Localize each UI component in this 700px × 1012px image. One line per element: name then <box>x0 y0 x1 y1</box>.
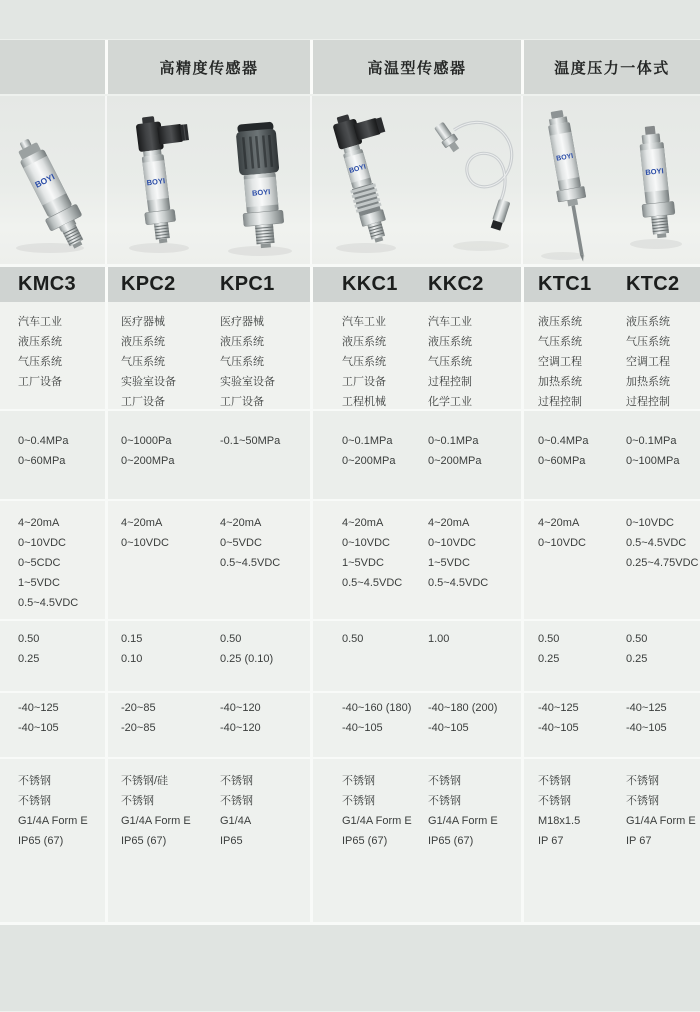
spec-line: IP65 (67) <box>18 835 64 847</box>
spec-line: 气压系统 <box>538 336 582 348</box>
brand-logo: BOYI <box>644 166 665 178</box>
accuracy-kmc3 <box>0 621 105 691</box>
spec-line: IP65 (67) <box>342 835 388 847</box>
spec-line: 0~200MPa <box>428 455 482 467</box>
product-photo-kmc3 <box>0 96 105 264</box>
product-photo-kpc1 <box>210 96 310 264</box>
group-header-blank <box>0 40 105 94</box>
spec-line: 1~5VDC <box>428 557 470 569</box>
brand-logo: BOYI <box>251 187 271 198</box>
spec-line: G1/4A Form E <box>342 815 412 827</box>
spec-line: 0~200MPa <box>121 455 175 467</box>
spec-line: G1/4A Form E <box>428 815 498 827</box>
model-name-kpc2: KPC2 <box>105 267 210 302</box>
spec-line: -40~160 (180) <box>342 702 412 714</box>
spec-line: 液压系统 <box>18 336 62 348</box>
spec-line: 0.25 <box>538 653 560 665</box>
output-signal-kpc1 <box>210 501 310 619</box>
brand-logo: BOYI <box>348 163 367 175</box>
spec-line: -0.1~50MPa <box>220 435 281 447</box>
temperature-range-kkc1 <box>310 693 421 757</box>
group-header-temp-pressure-combined: 温度压力一体式 <box>521 40 700 94</box>
spec-line: 液压系统 <box>121 336 165 348</box>
temperature-range-kpc1 <box>210 693 310 757</box>
applications-kkc2 <box>421 302 521 409</box>
spec-line: -20~85 <box>121 722 156 734</box>
spec-line: 液压系统 <box>342 336 386 348</box>
spec-line: 不锈钢 <box>626 795 659 807</box>
spec-line: 气压系统 <box>342 356 386 368</box>
spec-line: 工厂设备 <box>342 376 386 388</box>
spec-line: 0~10VDC <box>428 537 477 549</box>
spec-line: 1~5VDC <box>342 557 384 569</box>
spec-line: 1~5VDC <box>18 577 60 589</box>
material-kkc2 <box>421 759 521 922</box>
product-photo-row <box>0 96 700 264</box>
spec-line: 气压系统 <box>220 356 264 368</box>
material-spec-row <box>0 757 700 922</box>
spec-line: 0~200MPa <box>342 455 396 467</box>
brand-logo: BOYI <box>555 152 574 163</box>
applications-kkc1 <box>310 302 421 409</box>
spec-line: -40~105 <box>428 722 469 734</box>
spec-line: -40~125 <box>626 702 667 714</box>
spec-line: 汽车工业 <box>342 316 386 328</box>
spec-line: 0~10VDC <box>342 537 391 549</box>
spec-line: 过程控制 <box>538 396 582 408</box>
spec-line: -40~105 <box>18 722 59 734</box>
spec-line: 工厂设备 <box>121 396 165 408</box>
material-ktc1 <box>521 759 612 922</box>
spec-line: 0.5~4.5VDC <box>626 537 687 549</box>
material-kpc1 <box>210 759 310 922</box>
spec-line: 汽车工业 <box>18 316 62 328</box>
model-name-ktc1: KTC1 <box>521 267 612 302</box>
spec-line: 4~20mA <box>220 517 262 529</box>
output-signal-row <box>0 499 700 619</box>
spec-line: 不锈钢 <box>428 775 461 787</box>
spec-line: 工厂设备 <box>220 396 264 408</box>
spec-line: 0.50 <box>626 633 648 645</box>
top-strip <box>0 0 700 40</box>
spec-line: IP 67 <box>626 835 652 847</box>
temperature-range-kmc3 <box>0 693 105 757</box>
spec-line: 0.25 <box>626 653 648 665</box>
spec-line: 气压系统 <box>626 336 670 348</box>
spec-line: 加热系统 <box>626 376 670 388</box>
spec-line: 0~1000Pa <box>121 435 172 447</box>
spec-line: 0.5~4.5VDC <box>342 577 403 589</box>
spec-line: -40~105 <box>342 722 383 734</box>
spec-line: 0~0.4MPa <box>538 435 589 447</box>
spec-line: 0.10 <box>121 653 143 665</box>
spec-line: 气压系统 <box>428 356 472 368</box>
applications-kmc3 <box>0 302 105 409</box>
spec-line: 0~10VDC <box>121 537 170 549</box>
output-signal-ktc1 <box>521 501 612 619</box>
footer-strip <box>0 922 700 1011</box>
spec-line: 过程控制 <box>428 376 472 388</box>
spec-line: 0~5CDC <box>18 557 61 569</box>
spec-line: G1/4A Form E <box>626 815 696 827</box>
spec-line: 不锈钢 <box>342 775 375 787</box>
model-name-ktc2: KTC2 <box>626 273 680 295</box>
accuracy-row <box>0 619 700 691</box>
accuracy-ktc2 <box>612 621 700 691</box>
spec-line: 实验室设备 <box>121 376 176 388</box>
spec-line: 液压系统 <box>220 336 264 348</box>
model-name-kpc1: KPC1 <box>220 273 275 295</box>
output-signal-kkc1 <box>310 501 421 619</box>
spec-line: 0.50 <box>342 633 364 645</box>
product-photo-ktc2 <box>612 96 700 264</box>
spec-line: 不锈钢 <box>18 775 51 787</box>
applications-ktc1 <box>521 302 612 409</box>
spec-line: 0.25 <box>18 653 40 665</box>
spec-line: 4~20mA <box>121 517 163 529</box>
spec-line: -20~85 <box>121 702 156 714</box>
pressure-range-kmc3 <box>0 411 105 499</box>
spec-line: 0~10VDC <box>538 537 587 549</box>
spec-line: 空调工程 <box>626 356 670 368</box>
spec-line: G1/4A Form E <box>18 815 88 827</box>
model-name-kkc1: KKC1 <box>310 267 421 302</box>
spec-line: 0~10VDC <box>626 517 675 529</box>
pressure-range-kpc1 <box>210 411 310 499</box>
temperature-range-ktc2 <box>612 693 700 757</box>
model-row <box>0 267 700 302</box>
output-signal-kpc2 <box>105 501 210 619</box>
spec-line: 加热系统 <box>538 376 582 388</box>
spec-line: 不锈钢 <box>121 795 154 807</box>
spec-line: 工程机械 <box>342 396 386 408</box>
applications-row <box>0 302 700 409</box>
spec-line: 汽车工业 <box>428 316 472 328</box>
spec-line: 4~20mA <box>18 517 60 529</box>
accuracy-kpc2 <box>105 621 210 691</box>
spec-line: 工厂设备 <box>18 376 62 388</box>
output-signal-ktc2 <box>612 501 700 619</box>
spec-line: 0.50 <box>538 633 560 645</box>
spec-line: 医疗器械 <box>220 316 264 328</box>
pressure-range-ktc1 <box>521 411 612 499</box>
pressure-range-kpc2 <box>105 411 210 499</box>
temperature-range-kpc2 <box>105 693 210 757</box>
spec-line: -40~180 (200) <box>428 702 498 714</box>
applications-kpc2 <box>105 302 210 409</box>
accuracy-kkc1 <box>310 621 421 691</box>
spec-line: G1/4A Form E <box>121 815 191 827</box>
spec-line: -40~125 <box>18 702 59 714</box>
spec-line: 0.5~4.5VDC <box>220 557 281 569</box>
spec-line: 0~100MPa <box>626 455 680 467</box>
spec-line: -40~120 <box>220 722 261 734</box>
product-photo-kpc2 <box>105 96 210 264</box>
spec-line: 0.25~4.75VDC <box>626 557 699 569</box>
spec-line: 不锈钢/硅 <box>121 775 169 787</box>
spec-line: 医疗器械 <box>121 316 165 328</box>
material-kmc3 <box>0 759 105 922</box>
spec-line: G1/4A <box>220 815 252 827</box>
pressure-range-kkc1 <box>310 411 421 499</box>
spec-line: 0.15 <box>121 633 143 645</box>
temperature-range-ktc1 <box>521 693 612 757</box>
spec-line: 不锈钢 <box>342 795 375 807</box>
spec-line: 不锈钢 <box>220 795 253 807</box>
pressure-range-kkc2 <box>421 411 521 499</box>
spec-line: 0~60MPa <box>18 455 66 467</box>
category-header-row <box>0 40 700 96</box>
applications-kpc1 <box>210 302 310 409</box>
spec-line: 0~10VDC <box>18 537 67 549</box>
spec-line: 0.50 <box>18 633 40 645</box>
spec-line: 0~0.1MPa <box>626 435 677 447</box>
spec-line: M18x1.5 <box>538 815 581 827</box>
group-header-high-precision: 高精度传感器 <box>105 40 310 94</box>
output-signal-kkc2 <box>421 501 521 619</box>
spec-line: 气压系统 <box>121 356 165 368</box>
product-photo-kkc1 <box>310 96 421 264</box>
spec-line: 液压系统 <box>538 316 582 328</box>
spec-line: 0~60MPa <box>538 455 586 467</box>
spec-line: 空调工程 <box>538 356 582 368</box>
spec-line: 不锈钢 <box>18 795 51 807</box>
spec-line: 4~20mA <box>428 517 470 529</box>
spec-line: 不锈钢 <box>626 775 659 787</box>
brand-logo: BOYI <box>146 176 166 188</box>
spec-line: 0~5VDC <box>220 537 262 549</box>
group-header-high-temperature: 高温型传感器 <box>310 40 521 94</box>
spec-line: 4~20mA <box>538 517 580 529</box>
spec-line: 过程控制 <box>626 396 670 408</box>
spec-line: 0.50 <box>220 633 242 645</box>
accuracy-kkc2 <box>421 621 521 691</box>
spec-line: 0.5~4.5VDC <box>18 597 79 609</box>
temperature-range-row <box>0 691 700 757</box>
spec-line: 液压系统 <box>626 316 670 328</box>
spec-line: 液压系统 <box>428 336 472 348</box>
spec-line: 不锈钢 <box>538 795 571 807</box>
spec-line: 实验室设备 <box>220 376 275 388</box>
temperature-range-kkc2 <box>421 693 521 757</box>
spec-line: -40~105 <box>626 722 667 734</box>
spec-line: -40~105 <box>538 722 579 734</box>
material-kkc1 <box>310 759 421 922</box>
accuracy-ktc1 <box>521 621 612 691</box>
applications-ktc2 <box>612 302 700 409</box>
model-name-kmc3: KMC3 <box>18 273 76 295</box>
spec-line: 1.00 <box>428 633 450 645</box>
spec-line: 0~0.4MPa <box>18 435 69 447</box>
spec-line: -40~125 <box>538 702 579 714</box>
spec-line: 0.25 (0.10) <box>220 653 274 665</box>
spec-line: IP65 (67) <box>121 835 167 847</box>
material-ktc2 <box>612 759 700 922</box>
spec-line: 0~0.1MPa <box>428 435 479 447</box>
spec-line: IP65 <box>220 835 243 847</box>
pressure-range-row <box>0 409 700 499</box>
spec-line: IP65 (67) <box>428 835 474 847</box>
product-photo-ktc1 <box>521 96 612 264</box>
output-signal-kmc3 <box>0 501 105 619</box>
material-kpc2 <box>105 759 210 922</box>
spec-line: 0~0.1MPa <box>342 435 393 447</box>
spec-line: IP 67 <box>538 835 564 847</box>
spec-line: 不锈钢 <box>428 795 461 807</box>
product-photo-kkc2 <box>421 96 521 264</box>
spec-line: 气压系统 <box>18 356 62 368</box>
pressure-range-ktc2 <box>612 411 700 499</box>
spec-line: 0.5~4.5VDC <box>428 577 489 589</box>
spec-line: -40~120 <box>220 702 261 714</box>
spec-line: 不锈钢 <box>220 775 253 787</box>
spec-line: 不锈钢 <box>538 775 571 787</box>
spec-line: 4~20mA <box>342 517 384 529</box>
spec-line: 化学工业 <box>428 396 472 408</box>
model-name-kkc2: KKC2 <box>428 273 484 295</box>
brand-logo: BOYI <box>33 171 57 190</box>
accuracy-kpc1 <box>210 621 310 691</box>
